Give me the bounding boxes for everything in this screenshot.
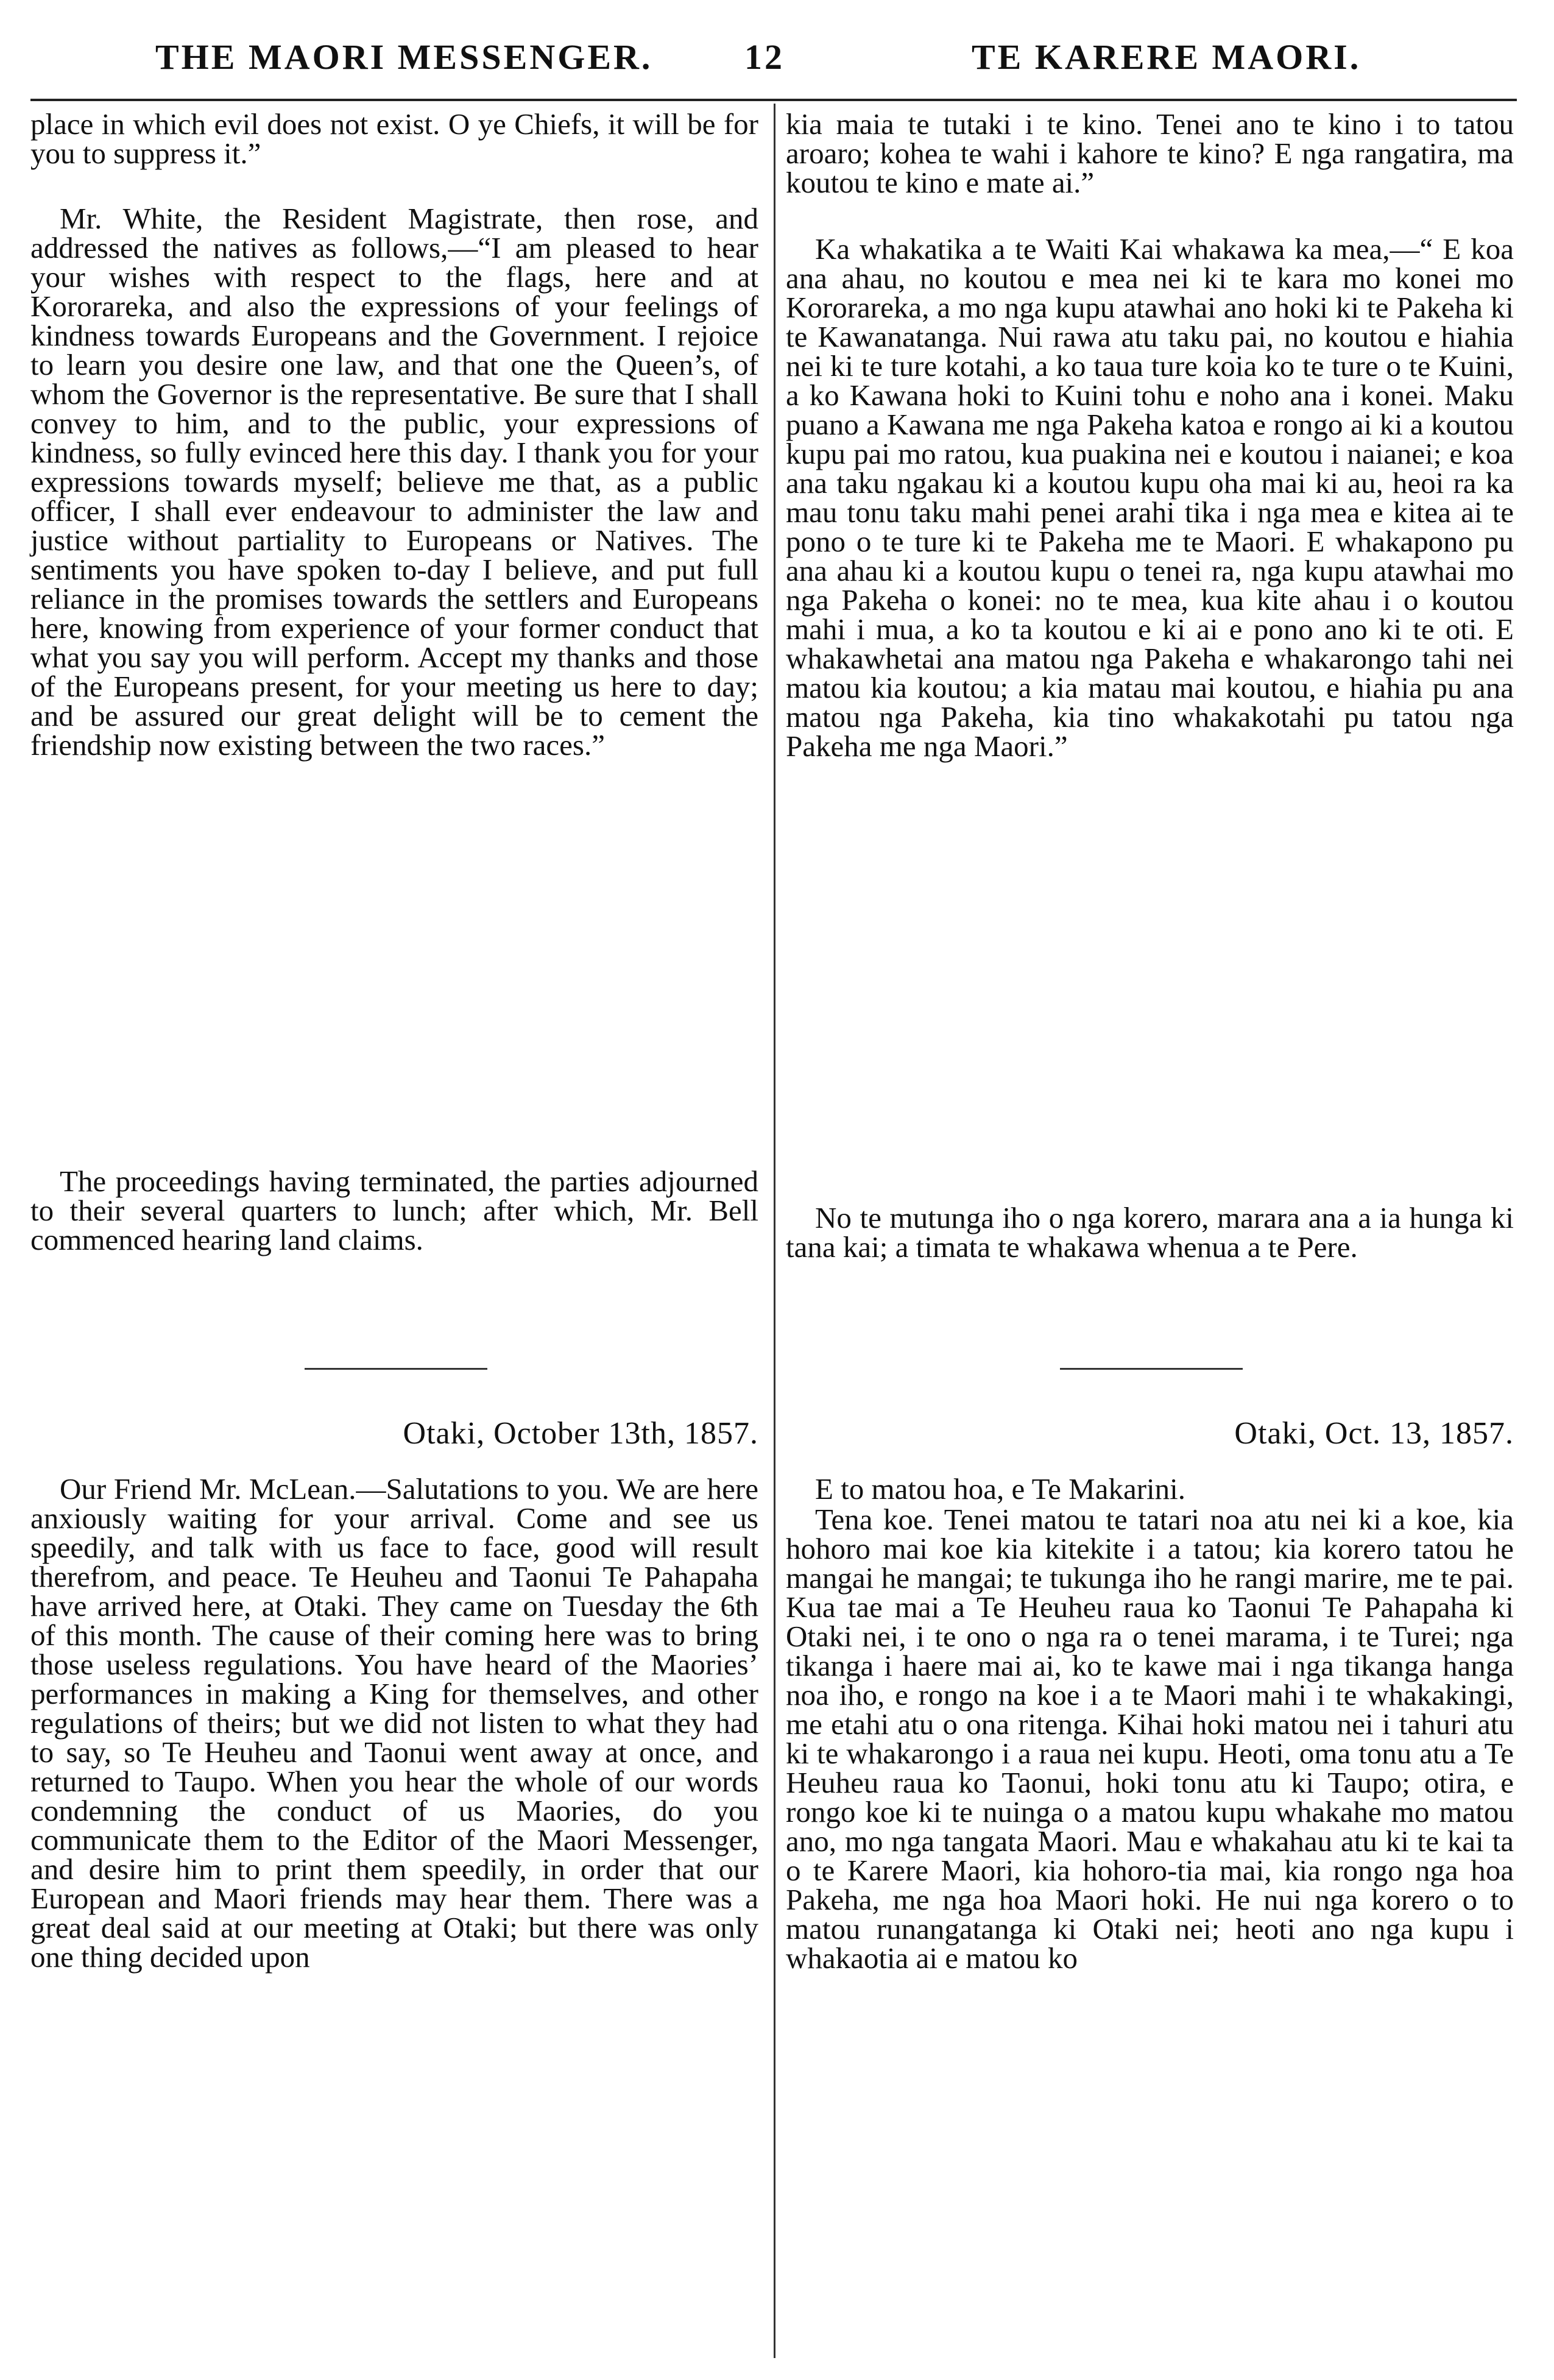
english-masthead: THE MAORI MESSENGER.	[155, 37, 653, 77]
page-header	[0, 24, 1554, 85]
header-rule	[30, 99, 1517, 101]
english-letter: Our Friend Mr. McLean.—Salutations to you. We are here anxiously waiting for your arrival. Come and see us speedily, and talk with us face to face, good will result therefrom, and peace. Te Heuheu and Taonui Te Pahapaha have arrived here, at Otaki. They came on Tuesday the 6th of this month. The cause of their coming here was to bring those useless regulations. You have heard of the Maories’ performances in making a King for themselves, and other regulations of theirs; but we did not listen to what they had to say, so Te Heuheu and Taonui went away at once, and returned to Taupo. When you hear the whole of our words condemning the conduct of us Maories, do you communicate them to the Editor of the Maori Messenger, and desire him to print them speedily, in order that our European and Maori friends may hear them. There was a great deal said at our meeting at Otaki; but there was only one thing decided upon	[30, 1472, 758, 1974]
english-paragraph-2: Mr. White, the Resident Magistrate, then rose, and addressed the natives as follows,—“I am pleased to hear your wishes with respect to the flags, here and at Kororareka, and also the expressions of your feelings of kindness towards Europeans and the Government. I rejoice to learn you desire one law, and that one the Queen’s, of whom the Governor is the representative. Be sure that I shall convey to him, and to the public, your expressions of kindness, so fully evinced here this day. I thank you for your expressions towards myself; believe me that, as a public officer, I shall ever endeavour to administer the law and justice without partiality to Europeans or Natives. The sentiments you have spoken to-day I believe, and put full reliance in the promises towards the settlers and Europeans here, knowing from experience of your former conduct that what you say you will perform. Accept my thanks and those of the Europeans present, for your meeting us here to day; and be assured our great delight will be to cement the friendship now existing between the two races.”	[30, 202, 758, 762]
maori-letter: Tena koe. Tenei matou te tatari noa atu nei ki a koe, kia hohoro mai koe kia kitekite i a tatou; kia korero tatou he mangai he mangai; te tukunga iho he rangi marire, me te pai. Kua tae mai a Te Heuheu raua ko Taonui Te Pahapaha ki Otaki nei, i te ono o nga ra o tenei marama, i te Turei; nga tikanga i haere mai ai, ko te kawe mai i nga tikanga hanga noa iho, e rongo na koe i a te Maori mahi i te whakakingi, me etahi atu o ona ritenga. Kihai hoki matou nei i tahuri atu ki te whakarongo i a raua nei kupu. Heoti, oma tonu atu a Te Heuheu raua ko Taonui, hoki tonu atu ki Taupo; otira, e rongo koe ki te nuinga o a matou kupu whakahe mo matou ano, mo nga tangata Maori. Mau e whakahau atu ki te kai ta o te Karere Maori, kia hohoro-tia mai, kia rongo nga hoa Pakeha, me nga hoa Maori hoki. He nui nga korero o to matou runangatanga ki Otaki nei; heoti ano nga kupu i whakaotia ai e matou ko	[786, 1503, 1514, 1975]
english-paragraph-1: place in which evil does not exist. O ye Chiefs, it will be for you to suppress it.”	[30, 107, 758, 170]
maori-dateline: Otaki, Oct. 13, 1857.	[1234, 1416, 1514, 1451]
english-dateline: Otaki, October 13th, 1857.	[403, 1416, 758, 1451]
english-paragraph-3: The proceedings having terminated, the parties adjourned to their several quarters to lunch; after which, Mr. Bell commenced hearing land claims.	[30, 1164, 758, 1256]
maori-masthead: TE KARERE MAORI.	[972, 37, 1362, 77]
maori-paragraph-3: No te mutunga iho o nga korero, marara ana a ia hunga ki tana kai; a timata te whakawa whenua a te Pere.	[786, 1201, 1514, 1264]
maori-paragraph-1: kia maia te tutaki i te kino. Tenei ano te kino i to tatou aroaro; kohea te wahi i kahore te kino? E nga rangatira, ma koutou te kino e mate ai.”	[786, 107, 1514, 199]
column-divider	[774, 104, 775, 2358]
page-number: 12	[744, 37, 785, 77]
section-rule	[305, 1368, 487, 1370]
maori-paragraph-2: Ka whakatika a te Waiti Kai whakawa ka mea,—“ E koa ana ahau, no koutou e mea nei ki te kara mo konei mo Kororareka, a mo nga kupu atawhai ano hoki ki te Pakeha ki te Kawanatanga. Nui rawa atu taku pai, no koutou e hiahia nei ki te ture kotahi, a ko taua ture koia ko te ture o te Kuini, a ko Kawana hoki to Kuini tohu e noho ana i konei. Maku puano a Kawana me nga Pakeha katoa e rongo ai ki a koutou kupu pai mo ratou, kua puakina nei e koutou i naianei; e koa ana taku ngakau ki a koutou kupu oha mai ki au, heoi ra ka mau tonu taku mahi penei arahi tika i nga mea e kitea ai te pono o te ture ki te Pakeha me te Maori. E whakapono pu ana ahau ki a koutou kupu o tenei ra, nga kupu atawhai mo nga Pakeha o konei: no te mea, kua kite ahau i o koutou mahi i mua, a ko ta koutou e ki ai e pono ano ki te oti. E whakawhetai ana matou nga Pakeha e whakarongo tahi nei matou kia koutou; a kia matau mai koutou, e hiahia pu ana matou nga Pakeha, kia tino whakakotahi pu tatou nga Pakeha me nga Maori.”	[786, 232, 1514, 763]
section-rule	[1060, 1368, 1243, 1370]
maori-letter-salutation: E to matou hoa, e Te Makarini.	[815, 1472, 1186, 1506]
